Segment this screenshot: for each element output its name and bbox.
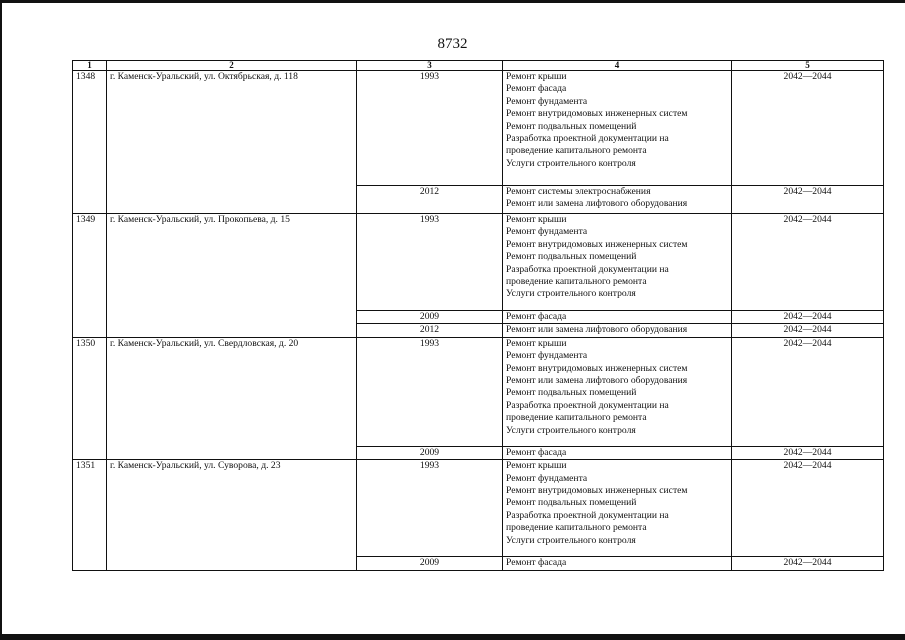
table-body <box>73 71 884 571</box>
work-item: проведение капитального ремонта <box>506 145 647 157</box>
header-row <box>73 61 884 71</box>
work-item: Ремонт фасада <box>506 311 567 322</box>
work-item: проведение капитального ремонта <box>506 412 647 424</box>
page-border-top <box>0 0 905 3</box>
period: 2042—2044 <box>732 557 884 570</box>
work-item: Ремонт крыши <box>506 460 567 472</box>
entry-number: 1349 <box>73 214 107 338</box>
table-row <box>73 337 884 446</box>
year: 2009 <box>357 446 503 459</box>
work-item: Ремонт фундамента <box>506 350 588 362</box>
entry-number: 1350 <box>73 337 107 459</box>
works-list <box>503 557 732 570</box>
work-item: Услуги строительного контроля <box>506 157 636 169</box>
work-item: Ремонт подвальных помещений <box>506 251 637 263</box>
year: 1993 <box>357 214 503 311</box>
works-list <box>503 214 732 311</box>
work-item: Ремонт или замена лифтового оборудования <box>506 375 688 387</box>
entry-number: 1348 <box>73 71 107 214</box>
work-item: Ремонт внутридомовых инженерных систем <box>506 238 688 250</box>
work-item: Ремонт подвальных помещений <box>506 497 637 509</box>
page-border-bottom <box>0 634 905 640</box>
period: 2042—2044 <box>732 71 884 186</box>
works-list <box>503 460 732 557</box>
work-item: Услуги строительного контроля <box>506 534 636 546</box>
work-item: Разработка проектной документации на <box>506 263 669 275</box>
work-item: Ремонт крыши <box>506 337 567 349</box>
period: 2042—2044 <box>732 214 884 311</box>
work-item: Ремонт внутридомовых инженерных систем <box>506 485 688 497</box>
work-item: Ремонт фундамента <box>506 226 588 238</box>
year: 1993 <box>357 460 503 557</box>
year: 2009 <box>357 557 503 570</box>
work-item: Ремонт фасада <box>506 83 567 95</box>
work-item: Услуги строительного контроля <box>506 288 636 300</box>
address: г. Каменск-Уральский, ул. Прокопьева, д. 15 <box>107 214 357 338</box>
work-item: Ремонт фундамента <box>506 95 588 107</box>
work-item: Ремонт крыши <box>506 71 567 82</box>
work-item: проведение капитального ремонта <box>506 522 647 534</box>
works-list <box>503 446 732 459</box>
work-item: Ремонт крыши <box>506 214 567 225</box>
column-header: 1 <box>73 61 107 71</box>
year: 2009 <box>357 311 503 324</box>
work-item: Услуги строительного контроля <box>506 424 636 436</box>
table-row <box>73 71 884 186</box>
column-header: 2 <box>107 61 357 71</box>
period: 2042—2044 <box>732 446 884 459</box>
work-item: Ремонт фундамента <box>506 472 588 484</box>
period: 2042—2044 <box>732 311 884 324</box>
work-item: проведение капитального ремонта <box>506 276 647 288</box>
column-header: 5 <box>732 61 884 71</box>
period: 2042—2044 <box>732 337 884 446</box>
works-list <box>503 186 732 214</box>
year: 1993 <box>357 337 503 446</box>
period: 2042—2044 <box>732 186 884 214</box>
address: г. Каменск-Уральский, ул. Суворова, д. 23 <box>107 460 357 570</box>
page-border-left <box>0 0 2 640</box>
work-item: Ремонт внутридомовых инженерных систем <box>506 108 688 120</box>
period: 2042—2044 <box>732 324 884 337</box>
year: 1993 <box>357 71 503 186</box>
works-list <box>503 324 732 337</box>
work-item: Разработка проектной документации на <box>506 509 669 521</box>
year: 2012 <box>357 324 503 337</box>
address: г. Каменск-Уральский, ул. Октябрьская, д. 118 <box>107 71 357 214</box>
work-item: Ремонт или замена лифтового оборудования <box>506 324 688 336</box>
works-list <box>503 337 732 446</box>
address: г. Каменск-Уральский, ул. Свердловская, д. 20 <box>107 337 357 459</box>
work-item: Ремонт или замена лифтового оборудования <box>506 198 688 210</box>
work-item: Ремонт фасада <box>506 557 567 569</box>
work-item: Ремонт подвальных помещений <box>506 120 637 132</box>
column-header: 4 <box>503 61 732 71</box>
works-list <box>503 311 732 324</box>
work-item: Ремонт системы электроснабжения <box>506 186 651 197</box>
work-item: Ремонт внутридомовых инженерных систем <box>506 362 688 374</box>
works-list <box>503 71 732 186</box>
work-item: Ремонт фасада <box>506 446 567 458</box>
year: 2012 <box>357 186 503 214</box>
table-row <box>73 214 884 311</box>
page-number: 8732 <box>437 36 468 52</box>
work-item: Разработка проектной документации на <box>506 399 669 411</box>
capital-repair-table <box>72 60 884 571</box>
column-header: 3 <box>357 61 503 71</box>
period: 2042—2044 <box>732 460 884 557</box>
work-item: Ремонт подвальных помещений <box>506 387 637 399</box>
entry-number: 1351 <box>73 460 107 570</box>
table-row <box>73 460 884 557</box>
work-item: Разработка проектной документации на <box>506 133 669 145</box>
